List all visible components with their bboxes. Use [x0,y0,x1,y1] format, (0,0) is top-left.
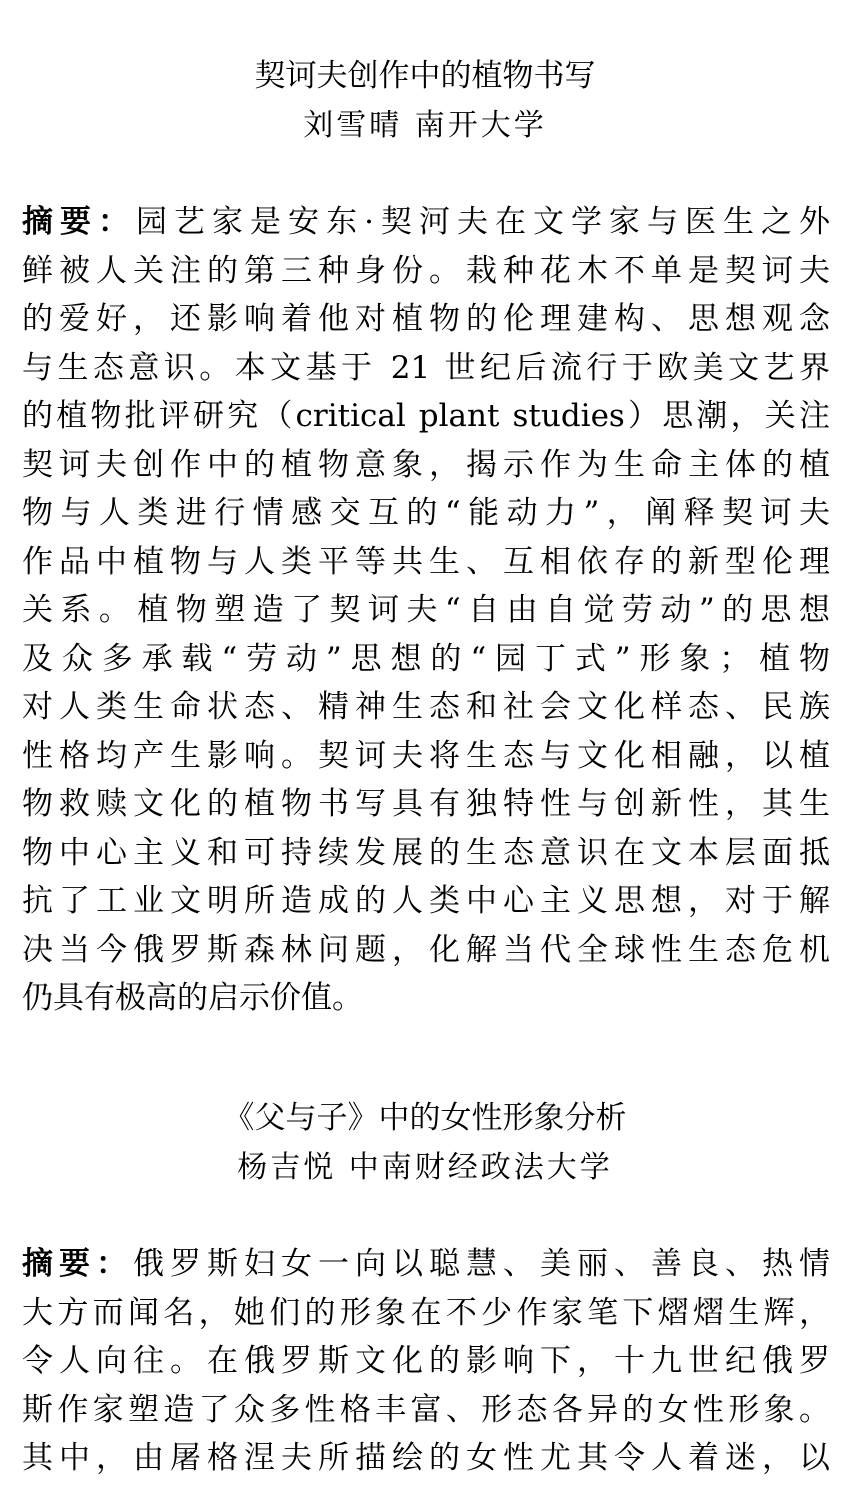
abstract-line [22,247,830,296]
abstract-text: 的爱好，还影响着他对植物的伦理建构、思想观念 [22,301,830,337]
abstract-line [22,198,830,247]
abstract-text: 斯作家塑造了众多性格丰富、形态各异的女性形象。 [22,1391,830,1428]
abstract-text: 决当今俄罗斯森林问题，化解当代全球性生态危机 [22,931,830,968]
abstract-text: 对人类生命状态、精神生态和社会文化样态、民族 [22,689,830,725]
abstract-text: 仍具有极高的启示价值。 [22,980,363,1016]
abstract-line [22,877,830,926]
abstract-label: 摘要： [22,204,137,240]
abstract-line [22,1240,830,1289]
abstract-text: 的植物批评研究（critical plant studies）思潮，关注 [22,398,830,434]
article2-author: 杨吉悦 中南财经政法大学 [237,1150,613,1185]
abstract-line [22,683,830,732]
abstract-line [22,441,830,490]
abstract-text: 物救赎文化的植物书写具有独特性与创新性，其生 [22,786,830,822]
abstract-text: 鲜被人关注的第三种身份。栽种花木不单是契诃夫 [22,252,830,289]
abstract-line [22,732,830,781]
article2-abstract [22,1240,830,1483]
abstract-text: 契诃夫创作中的植物意象，揭示作为生命主体的植 [22,446,830,483]
abstract-text: 物中心主义和可持续发展的生态意识在文本层面抵 [22,834,830,871]
abstract-line [22,1434,830,1483]
abstract-text: 园艺家是安东·契河夫在文学家与医生之外 [136,204,831,240]
abstract-text: 大方而闻名，她们的形象在不少作家笔下熠熠生辉， [22,1294,830,1331]
abstract-line [22,538,830,587]
abstract-line [22,295,830,344]
article1-abstract [22,198,830,1023]
abstract-text: 物与人类进行情感交互的“能动力”，阐释契诃夫 [22,495,830,531]
abstract-line [22,635,830,684]
abstract-text: 其中，由屠格涅夫所描绘的女性尤其令人着迷，以 [22,1440,830,1476]
abstract-text: 与生态意识。本文基于 21 世纪后流行于欧美文艺界 [22,349,830,386]
abstract-line [22,926,830,975]
abstract-line [22,829,830,878]
abstract-text: 性格均产生影响。契诃夫将生态与文化相融，以植 [22,737,830,774]
abstract-text: 关系。植物塑造了契诃夫“自由自觉劳动”的思想 [22,592,830,628]
abstract-line [22,1289,830,1338]
abstract-line [22,1386,830,1435]
article1-author: 刘雪晴 南开大学 [303,108,547,143]
abstract-line [22,586,830,635]
abstract-line [22,489,830,538]
abstract-label: 摘要： [22,1246,133,1282]
abstract-text: 作品中植物与人类平等共生、互相依存的新型伦理 [22,543,830,580]
abstract-line [22,344,830,393]
abstract-line [22,974,830,1023]
abstract-text: 令人向往。在俄罗斯文化的影响下，十九世纪俄罗 [22,1343,830,1379]
abstract-line [22,1337,830,1386]
abstract-line [22,780,830,829]
abstract-text: 抗了工业文明所造成的人类中心主义思想，对于解 [22,883,830,919]
abstract-text: 及众多承载“劳动”思想的“园丁式”形象；植物 [22,640,830,677]
article2-title: 《父与子》中的女性形象分析 [223,1100,627,1136]
abstract-text: 俄罗斯妇女一向以聪慧、美丽、善良、热情 [133,1246,830,1282]
abstract-line [22,392,830,441]
article1-title: 契诃夫创作中的植物书写 [254,58,596,94]
